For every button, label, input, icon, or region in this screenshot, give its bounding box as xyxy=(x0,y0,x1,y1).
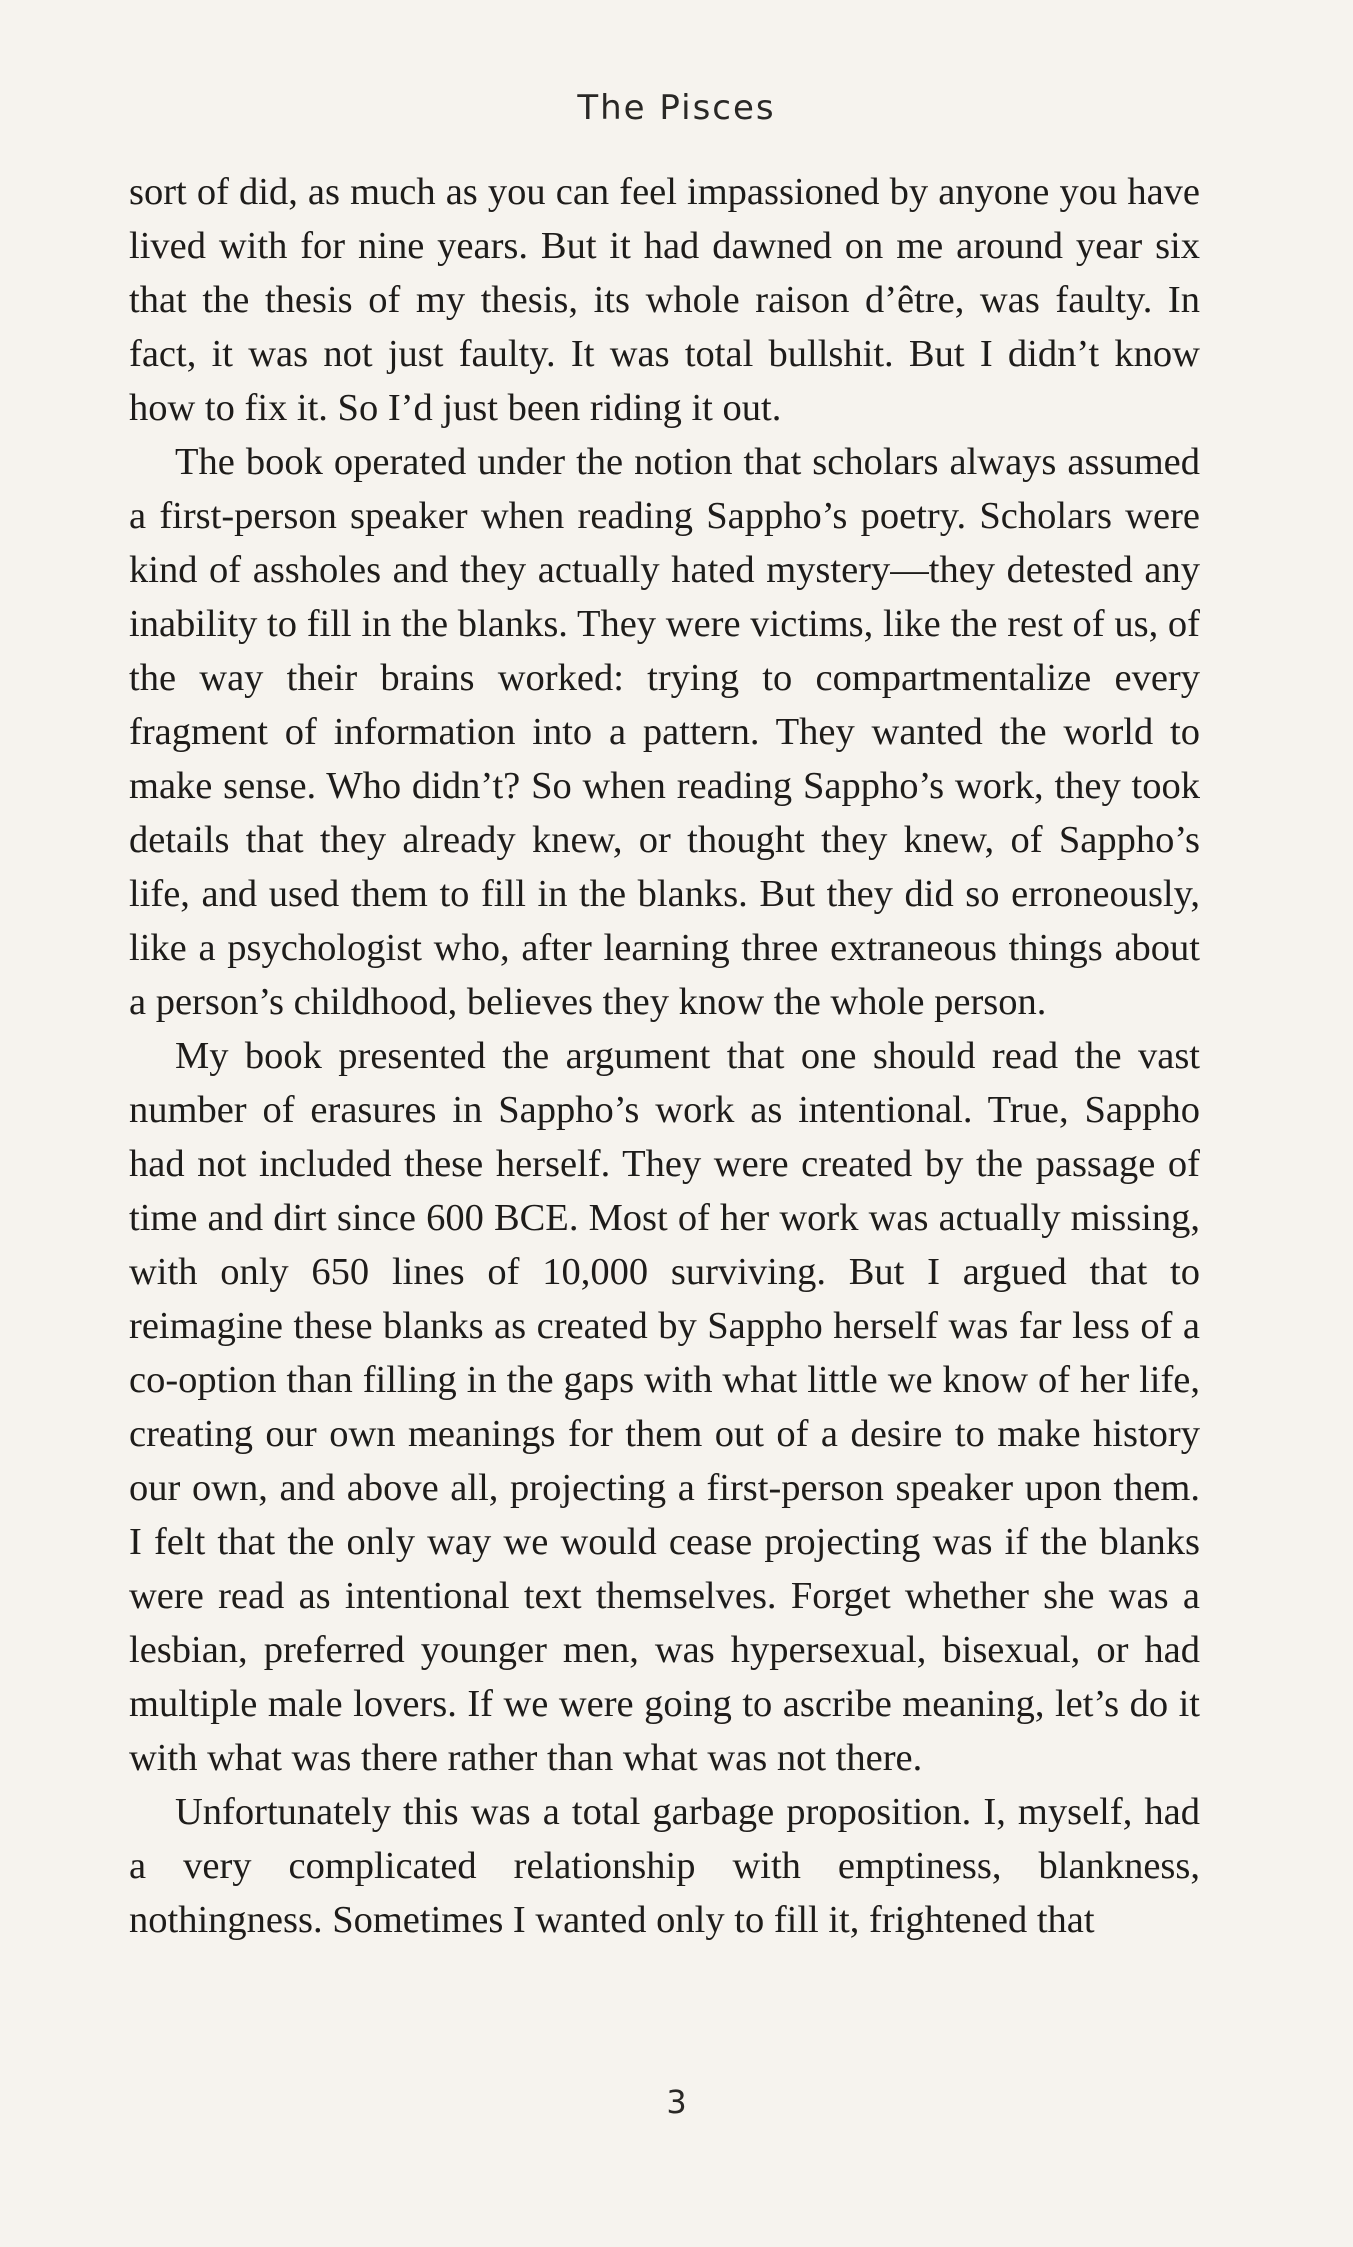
page-number: 3 xyxy=(666,2083,687,2121)
running-head: The Pisces xyxy=(577,88,776,128)
paragraph-continued: sort of did, as much as you can feel impassioned by anyone you have lived with for nine years. But it had dawned on me around year six that the thesis of my thesis, its whole raison d’être, was faulty. In fact, it was not just faulty. It was total bullshit. But I didn’t know how to fix it. So I’d just been riding it out. xyxy=(129,171,1200,429)
body-text xyxy=(129,165,1200,1947)
paragraph: The book operated under the notion that scholars always assumed a first-person speaker when reading Sappho’s poetry. Scholars were kind of assholes and they actually hated mystery—they detested any inability to fill in the blanks. They were victims, like the rest of us, of the way their brains worked: trying to compartmentalize every fragment of information into a pattern. They wanted the world to make sense. Who didn’t? So when reading Sappho’s work, they took details that they already knew, or thought they knew, of Sappho’s life, and used them to fill in the blanks. But they did so erroneously, like a psychologist who, after learning three extraneous things about a person’s childhood, believes they know the whole person. xyxy=(129,441,1200,1023)
paragraph: Unfortunately this was a total garbage proposition. I, myself, had a very complicated relationship with emptiness, blankness, nothingness. Sometimes I wanted only to fill it, frightened that xyxy=(129,1791,1200,1941)
paragraph: My book presented the argument that one should read the vast number of erasures in Sappho’s work as intentional. True, Sappho had not included these herself. They were created by the passage of time and dirt since 600 BCE. Most of her work was actually missing, with only 650 lines of 10,000 surviving. But I argued that to reimagine these blanks as created by Sappho herself was far less of a co-option than filling in the gaps with what little we know of her life, creating our own meanings for them out of a desire to make history our own, and above all, projecting a first-person speaker upon them. I felt that the only way we would cease projecting was if the blanks were read as intentional text themselves. Forget whether she was a lesbian, preferred younger men, was hypersexual, bisexual, or had multiple male lovers. If we were going to ascribe meaning, let’s do it with what was there rather than what was not there. xyxy=(129,1035,1200,1779)
